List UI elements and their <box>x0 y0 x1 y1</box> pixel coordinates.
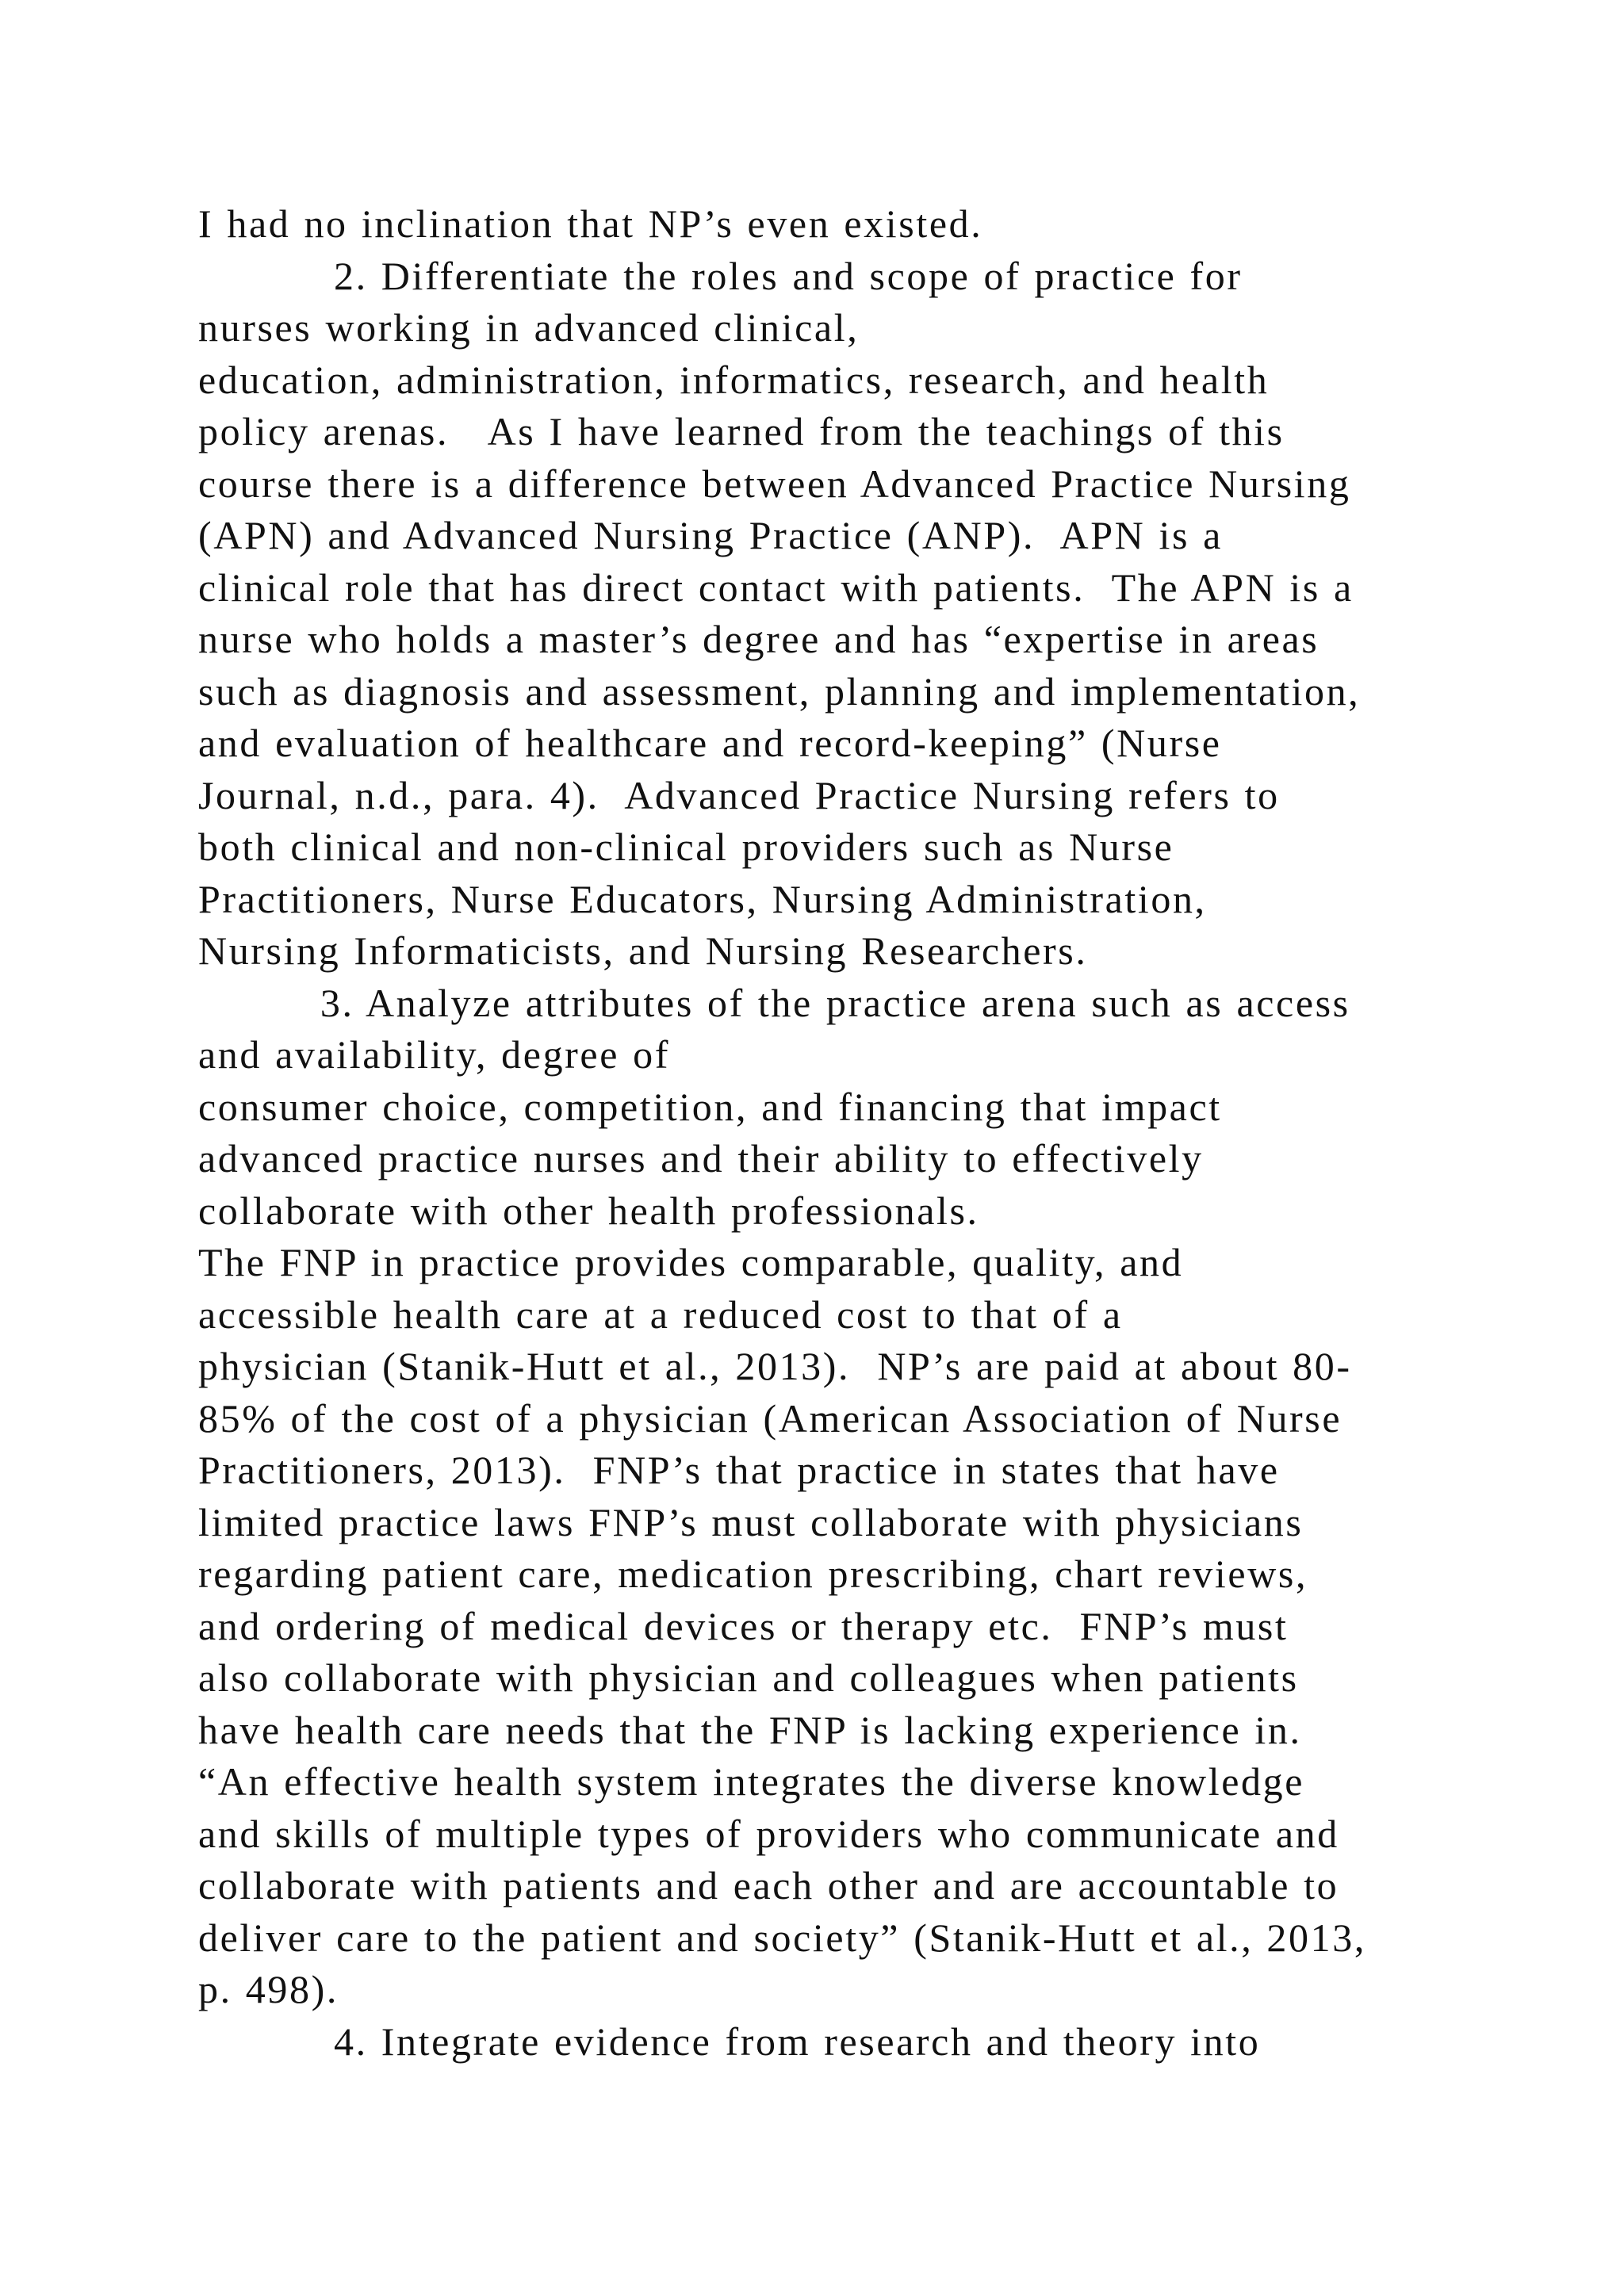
text-line: regarding patient care, medication prescribing, chart reviews, <box>198 1552 1308 1596</box>
text-line: deliver care to the patient and society” (Stanik-Hutt et al., 2013, <box>198 1915 1366 1960</box>
text-line: advanced practice nurses and their ability to effectively <box>198 1136 1204 1181</box>
text-line: I had no inclination that NP’s even existed. <box>198 201 983 246</box>
text-line: policy arenas. As I have learned from the teachings of this <box>198 409 1285 453</box>
text-line: Practitioners, 2013). FNP’s that practice in states that have <box>198 1448 1280 1492</box>
text-line: 85% of the cost of a physician (American Association of Nurse <box>198 1395 1342 1441</box>
text-line: both clinical and non-clinical providers such as Nurse <box>198 825 1174 869</box>
text-line: nurse who holds a master’s degree and has “expertise in areas <box>198 617 1320 661</box>
text-line: Practitioners, Nurse Educators, Nursing Administration, <box>198 876 1207 921</box>
text-line: and evaluation of healthcare and record-keeping” (Nurse <box>198 721 1222 765</box>
text-line: physician (Stanik-Hutt et al., 2013). NP’s are paid at about 80- <box>198 1344 1352 1388</box>
text-line: nurses working in advanced clinical, <box>198 305 860 350</box>
text-line: such as diagnosis and assessment, planning and implementation, <box>198 668 1361 714</box>
text-line: and ordering of medical devices or therapy etc. FNP’s must <box>198 1603 1289 1648</box>
text-line: “An effective health system integrates the diverse knowledge <box>198 1759 1305 1804</box>
text-line: 3. Analyze attributes of the practice arena such as access <box>198 980 1350 1025</box>
text-line: education, administration, informatics, research, and health <box>198 357 1270 402</box>
text-line: clinical role that has direct contact with patients. The APN is a <box>198 564 1354 610</box>
text-line: also collaborate with physician and colleagues when patients <box>198 1655 1299 1700</box>
text-line: Nursing Informaticists, and Nursing Researchers. <box>198 928 1088 973</box>
text-line: 4. Integrate evidence from research and theory into <box>198 2019 1261 2064</box>
text-line: p. 498). <box>198 1967 339 2011</box>
text-line: collaborate with other health professionals. <box>198 1188 979 1233</box>
document-body <box>198 198 1499 2068</box>
text-line: accessible health care at a reduced cost to that of a <box>198 1292 1123 1337</box>
text-line: The FNP in practice provides comparable, quality, and <box>198 1240 1184 1284</box>
text-line: (APN) and Advanced Nursing Practice (ANP). APN is a <box>198 513 1223 557</box>
text-line: consumer choice, competition, and financing that impact <box>198 1084 1222 1129</box>
text-line: course there is a difference between Advanced Practice Nursing <box>198 461 1351 506</box>
text-line: Journal, n.d., para. 4). Advanced Practice Nursing refers to <box>198 772 1280 817</box>
text-line: and skills of multiple types of providers who communicate and <box>198 1811 1339 1856</box>
text-line: collaborate with patients and each other and are accountable to <box>198 1863 1339 1908</box>
text-line: 2. Differentiate the roles and scope of practice for <box>198 253 1243 298</box>
text-line: limited practice laws FNP’s must collaborate with physicians <box>198 1499 1304 1544</box>
text-line: have health care needs that the FNP is lacking experience in. <box>198 1707 1302 1752</box>
text-line: and availability, degree of <box>198 1032 670 1077</box>
